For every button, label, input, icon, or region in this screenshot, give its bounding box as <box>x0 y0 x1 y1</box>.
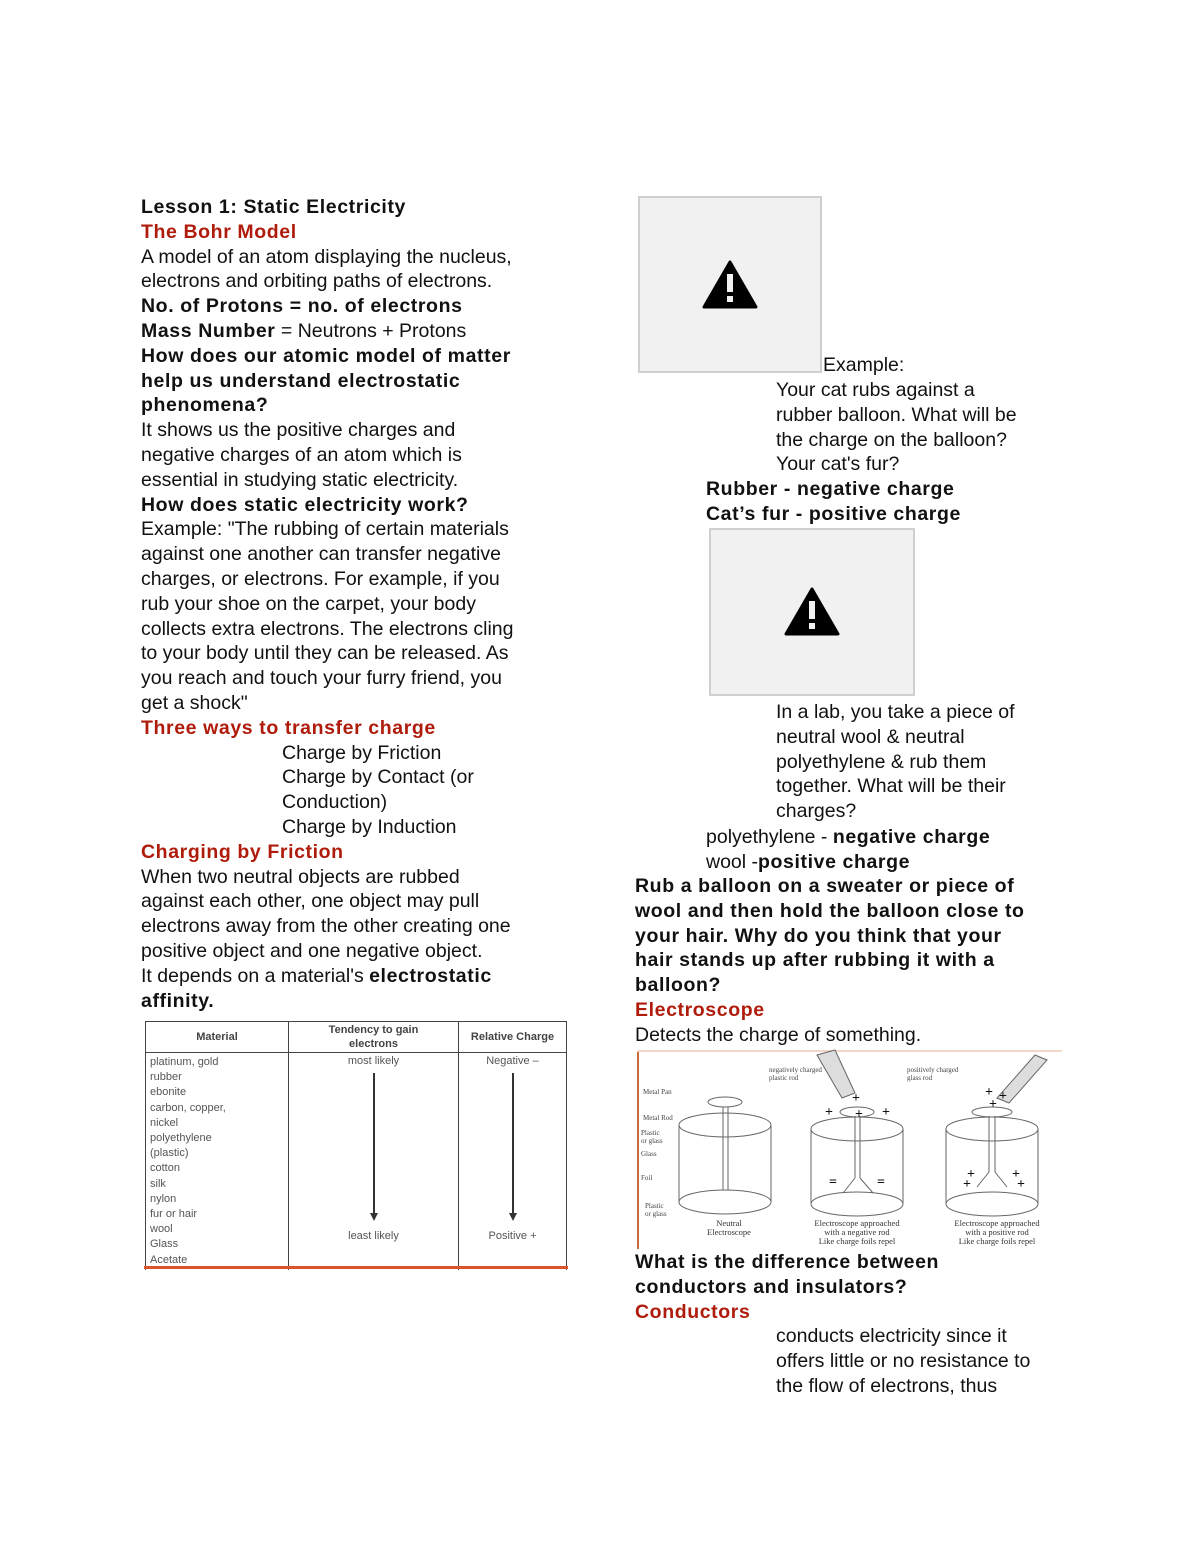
body-text: Detects the charge of something. <box>635 1023 922 1046</box>
bold-text: What is the difference between <box>635 1251 940 1273</box>
text-line <box>635 1250 939 1275</box>
text-line <box>635 948 1025 973</box>
text-line <box>141 741 513 766</box>
text-line <box>635 1275 939 1300</box>
material-item: nickel <box>150 1116 179 1129</box>
text-line <box>776 700 1015 725</box>
body-text: neutral wool & neutral <box>776 725 965 748</box>
svg-text:+: + <box>1012 1167 1020 1182</box>
charge-top: Negative – <box>486 1055 539 1067</box>
svg-text:+: + <box>999 1089 1007 1104</box>
rod-neg-label-2: plastic rod <box>769 1074 799 1082</box>
materials-cell <box>146 1053 289 1270</box>
text-line <box>141 840 513 865</box>
svg-text:=: = <box>829 1175 837 1190</box>
body-text: offers little or no resistance to <box>776 1349 1031 1372</box>
body-text: A model of an atom displaying the nucleus, <box>141 245 512 268</box>
charge-cell <box>459 1053 567 1270</box>
body-text: get a shock" <box>141 691 248 714</box>
electrostatic-series-table <box>145 1021 567 1270</box>
bold-text: conductors and insulators? <box>635 1275 908 1298</box>
body-text: Charge by Induction <box>282 815 457 838</box>
section-heading: Conductors <box>635 1300 751 1323</box>
text-line <box>141 567 513 592</box>
body-text: to your body until they can be released. As <box>141 642 509 665</box>
material-item: ebonite <box>150 1086 187 1099</box>
missing-image-2 <box>709 528 915 696</box>
text-line <box>141 592 513 617</box>
cat-question <box>776 378 1017 477</box>
text-line <box>776 725 1015 750</box>
text-line <box>141 964 513 989</box>
text-line <box>141 269 513 294</box>
missing-image-1 <box>638 196 822 373</box>
text-line <box>141 617 513 642</box>
body-text: It shows us the positive charges and <box>141 419 456 442</box>
bold-text: Rub a balloon on a sweater or piece of <box>635 875 1015 897</box>
body-text: positive object and one negative object. <box>141 939 483 962</box>
svg-text:+: + <box>967 1167 975 1182</box>
body-text: Your cat rubs against a <box>776 379 975 401</box>
section-heading: Three ways to transfer charge <box>141 716 436 739</box>
section-heading: Charging by Friction <box>141 840 344 863</box>
svg-text:+: + <box>852 1091 860 1106</box>
material-item: Acetate <box>150 1253 188 1266</box>
example-label-text: Example: <box>823 354 905 376</box>
rod-pos-label-1: positively charged <box>907 1066 959 1074</box>
caption-1-line-2: Electroscope <box>707 1227 751 1237</box>
body-text: the charge on the balloon? <box>776 428 1007 451</box>
body-text: conducts electricity since it <box>776 1325 1007 1347</box>
body-text: Charge by Friction <box>282 741 442 764</box>
svg-text:+: + <box>825 1105 833 1120</box>
material-item: (plastic) <box>150 1147 189 1160</box>
svg-text:+: + <box>882 1105 890 1120</box>
electroscope-diagram <box>637 1050 1062 1249</box>
text-line <box>635 874 1025 899</box>
bold-text: help us understand electrostatic <box>141 369 461 392</box>
body-text: you reach and touch your furry friend, you <box>141 667 502 690</box>
rod-neg-label-1: negatively charged <box>769 1066 822 1074</box>
body-text: = Neutrons + Protons <box>275 319 467 342</box>
material-item: cotton <box>150 1162 180 1175</box>
label-plastic-base: Plastic <box>645 1202 664 1210</box>
tendency-cell <box>289 1053 459 1270</box>
bold-text: Mass Number <box>141 319 276 342</box>
text-line <box>141 245 513 270</box>
left-column <box>141 195 513 1013</box>
section-heading: Electroscope <box>635 998 765 1021</box>
bold-text: Cat’s fur - positive charge <box>706 502 961 525</box>
text-line <box>635 1023 1025 1048</box>
charge-bottom: Positive + <box>488 1230 537 1242</box>
text-line <box>141 666 513 691</box>
rod-pos-label-2: glass rod <box>907 1074 933 1082</box>
label-metal-rod: Metal Rod <box>643 1114 673 1122</box>
svg-text:+: + <box>1017 1177 1025 1192</box>
text-line <box>706 850 990 875</box>
body-text: rub your shoe on the carpet, your body <box>141 592 476 615</box>
text-line <box>776 1349 1030 1374</box>
svg-text:+: + <box>855 1107 863 1122</box>
bold-text: balloon? <box>635 974 722 997</box>
svg-text:=: = <box>877 1175 885 1190</box>
text-line <box>141 344 513 369</box>
material-item: wool <box>150 1223 173 1236</box>
material-item: carbon, copper, <box>150 1101 226 1114</box>
bold-text: No. of Protons = no. of electrons <box>141 295 463 318</box>
bold-text: electrostatic <box>369 964 492 987</box>
text-line <box>141 468 513 493</box>
body-text: against each other, one object may pull <box>141 890 480 913</box>
label-glass: Glass <box>641 1150 657 1158</box>
svg-text:+: + <box>963 1177 971 1192</box>
balloon-question <box>635 874 1025 1048</box>
body-text: Conduction) <box>282 791 388 814</box>
text-line <box>635 924 1025 949</box>
conductors-definition <box>776 1324 1030 1398</box>
tendency-top: most likely <box>347 1055 400 1067</box>
text-line <box>141 418 513 443</box>
text-line <box>706 477 961 502</box>
text-line <box>141 517 513 542</box>
text-line <box>141 220 513 245</box>
body-text: Example: "The rubbing of certain materials <box>141 518 509 541</box>
body-text: wool - <box>706 850 759 873</box>
warning-icon <box>702 260 758 310</box>
body-text: charges? <box>776 800 857 823</box>
header-tendency: Tendency to gain electrons <box>289 1022 459 1053</box>
text-line <box>635 998 1025 1023</box>
body-text: Charge by Contact (or <box>282 766 474 789</box>
body-text: charges, or electrons. For example, if you <box>141 567 500 590</box>
caption-2-line-2: with a negative rod <box>824 1227 890 1237</box>
conductors-question <box>635 1250 939 1324</box>
material-item: Glass <box>150 1238 179 1251</box>
text-line <box>776 1374 1030 1399</box>
body-text: against one another can transfer negative <box>141 543 501 566</box>
text-line <box>776 403 1017 428</box>
body-text: negative charges of an atom which is <box>141 443 462 466</box>
caption-3-line-1: Electroscope approached <box>954 1218 1040 1228</box>
text-line <box>776 799 1015 824</box>
body-text: electrons away from the other creating one <box>141 915 511 938</box>
text-line <box>141 641 513 666</box>
bold-text: affinity. <box>141 989 215 1012</box>
label-foil: Foil <box>641 1174 653 1182</box>
text-line <box>141 369 513 394</box>
tendency-bottom: least likely <box>348 1230 399 1242</box>
bold-text: Rubber - negative charge <box>706 478 955 500</box>
text-line <box>141 319 513 344</box>
text-line <box>141 914 513 939</box>
caption-3-line-3: Like charge foils repel <box>958 1236 1036 1246</box>
text-line <box>141 493 513 518</box>
body-text: together. What will be their <box>776 775 1006 798</box>
svg-text:+: + <box>989 1097 997 1112</box>
text-line <box>141 294 513 319</box>
body-text: polyethylene - <box>706 826 833 848</box>
material-item: polyethylene <box>150 1132 212 1145</box>
lab-answer <box>706 825 990 875</box>
body-text: In a lab, you take a piece of <box>776 701 1015 723</box>
text-line <box>635 899 1025 924</box>
text-line <box>141 443 513 468</box>
body-text: essential in studying static electricity. <box>141 468 459 491</box>
label-plastic: Plastic <box>641 1129 660 1137</box>
body-text: It depends on a material's <box>141 964 370 987</box>
text-line <box>776 428 1017 453</box>
header-relative-charge: Relative Charge <box>459 1022 567 1053</box>
text-line <box>141 790 513 815</box>
text-line <box>776 1324 1030 1349</box>
bold-text: hair stands up after rubbing it with a <box>635 949 995 972</box>
body-text: polyethylene & rub them <box>776 750 987 773</box>
table-bottom-rule <box>144 1266 568 1269</box>
label-or-glass: or glass <box>641 1137 663 1145</box>
text-line <box>141 195 513 220</box>
caption-3-line-2: with a positive rod <box>965 1227 1029 1237</box>
material-item: platinum, gold <box>150 1056 219 1068</box>
section-heading: The Bohr Model <box>141 220 297 243</box>
text-line <box>141 691 513 716</box>
bold-text: How does our atomic model of matter <box>141 344 511 367</box>
bold-text: How does static electricity work? <box>141 493 469 516</box>
text-line <box>635 973 1025 998</box>
text-line <box>706 502 961 527</box>
text-line <box>776 774 1015 799</box>
body-text: rubber balloon. What will be <box>776 403 1017 426</box>
bold-text: Lesson 1: Static Electricity <box>141 196 406 218</box>
material-item: rubber <box>150 1071 182 1084</box>
caption-1-line-1: Neutral <box>716 1218 742 1228</box>
caption-2-line-1: Electroscope approached <box>814 1218 900 1228</box>
body-text: Your cat's fur? <box>776 453 900 476</box>
material-item: silk <box>150 1177 166 1190</box>
text-line <box>706 825 990 850</box>
text-line <box>635 1300 939 1325</box>
text-line <box>141 865 513 890</box>
text-line <box>141 716 513 741</box>
body-text: the flow of electrons, thus <box>776 1374 998 1397</box>
bold-text: phenomena? <box>141 394 269 417</box>
material-item: nylon <box>150 1192 177 1205</box>
text-line <box>776 452 1017 477</box>
text-line <box>141 889 513 914</box>
text-line <box>141 542 513 567</box>
text-line <box>141 939 513 964</box>
warning-icon <box>784 587 840 637</box>
label-metal-pan: Metal Pan <box>643 1088 672 1096</box>
text-line <box>141 989 513 1014</box>
bold-text: positive charge <box>758 850 911 873</box>
text-line <box>141 815 513 840</box>
text-line <box>776 378 1017 403</box>
text-line <box>141 765 513 790</box>
label-or-glass-base: or glass <box>645 1210 667 1218</box>
example-label <box>823 353 904 378</box>
bold-text: wool and then hold the balloon close to <box>635 899 1025 922</box>
material-item: fur or hair <box>150 1208 198 1221</box>
bold-text: negative charge <box>832 826 991 848</box>
text-line <box>141 393 513 418</box>
body-text: electrons and orbiting paths of electrons. <box>141 270 493 293</box>
caption-2-line-3: Like charge foils repel <box>818 1236 896 1246</box>
bold-text: your hair. Why do you think that your <box>635 924 1002 947</box>
header-material: Material <box>146 1022 289 1053</box>
down-arrow-icon <box>369 1073 379 1221</box>
body-text: When two neutral objects are rubbed <box>141 865 460 888</box>
cat-answer <box>706 477 961 527</box>
body-text: collects extra electrons. The electrons cling <box>141 617 514 640</box>
lab-question <box>776 700 1015 824</box>
svg-text:+: + <box>985 1085 993 1100</box>
text-line <box>776 750 1015 775</box>
down-arrow-icon <box>508 1073 518 1221</box>
